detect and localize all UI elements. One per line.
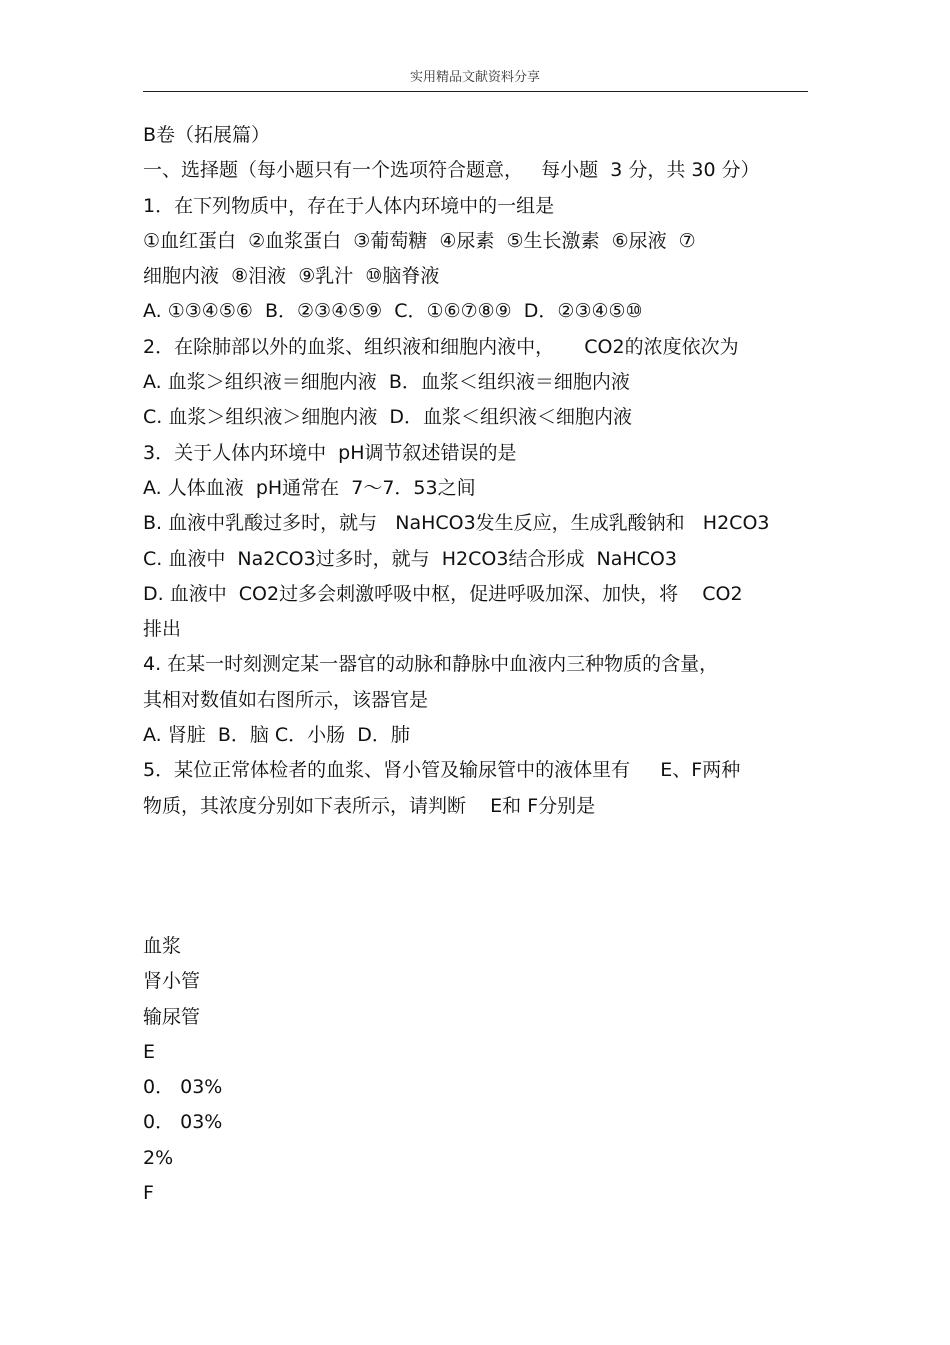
table-cell: E — [143, 1040, 156, 1063]
question-3-option-c: C. 血液中 Na2CO3过多时，就与 H2CO3结合形成 NaHCO3 — [143, 547, 677, 570]
question-5: 5．某位正常体检者的血浆、肾小管及输尿管中的液体里有 E、F两种 — [143, 759, 741, 782]
table-cell: 输尿管 — [143, 1005, 201, 1028]
question-1-items: ①血红蛋白 ②血浆蛋白 ③葡萄糖 ④尿素 ⑤生长激素 ⑥尿液 ⑦ — [143, 229, 696, 252]
question-3-option-a: A. 人体血液 pH通常在 7～7．53之间 — [143, 476, 476, 499]
header-divider — [143, 91, 808, 92]
table-cell: F — [143, 1182, 154, 1205]
table-cell: 血浆 — [143, 934, 182, 957]
table-cell: 0． 03% — [143, 1111, 223, 1134]
page-header: 实用精品文献资料分享 — [409, 70, 540, 85]
section-heading: 一、选择题（每小题只有一个选项符合题意， 每小题 3 分，共 30 分） — [143, 159, 760, 182]
blank-space — [143, 824, 833, 929]
question-3: 3．关于人体内环境中 pH调节叙述错误的是 — [143, 441, 517, 464]
document-body — [143, 118, 833, 1211]
table-cell: 肾小管 — [143, 970, 201, 993]
question-3-option-b: B. 血液中乳酸过多时，就与 NaHCO3发生反应，生成乳酸钠和 H2CO3 — [143, 512, 770, 535]
question-3-option-d: D. 血液中 CO2过多会刺激呼吸中枢，促进呼吸加深、加快，将 CO2 — [143, 582, 743, 605]
concentration-table — [143, 929, 833, 1211]
question-4: 4. 在某一时刻测定某一器官的动脉和静脉中血液内三种物质的含量， — [143, 653, 719, 676]
question-2: 2．在除肺部以外的血浆、组织液和细胞内液中， CO2的浓度依次为 — [143, 335, 739, 358]
section-title: B卷（拓展篇） — [143, 124, 271, 146]
question-2-options-cd: C. 血浆＞组织液＞细胞内液 D．血浆＜组织液＜细胞内液 — [143, 406, 633, 429]
question-1-options: A. ①③④⑤⑥ B．②③④⑤⑨ C．①⑥⑦⑧⑨ D．②③④⑤⑩ — [143, 300, 643, 323]
question-3-option-d-cont: 排出 — [143, 618, 182, 641]
table-cell: 2% — [143, 1146, 174, 1169]
question-4-options: A. 肾脏 B．脑 C．小肠 D．肺 — [143, 724, 410, 747]
question-2-options-ab: A. 血浆＞组织液＝细胞内液 B．血浆＜组织液＝细胞内液 — [143, 371, 630, 394]
question-5-cont: 物质，其浓度分别如下表所示，请判断 E和 F分别是 — [143, 794, 596, 817]
question-1: 1．在下列物质中，存在于人体内环境中的一组是 — [143, 194, 555, 217]
question-1-items-cont: 细胞内液 ⑧泪液 ⑨乳汁 ⑩脑脊液 — [143, 265, 440, 288]
question-4-cont: 其相对数值如右图所示，该器官是 — [143, 688, 429, 711]
table-cell: 0． 03% — [143, 1076, 223, 1099]
